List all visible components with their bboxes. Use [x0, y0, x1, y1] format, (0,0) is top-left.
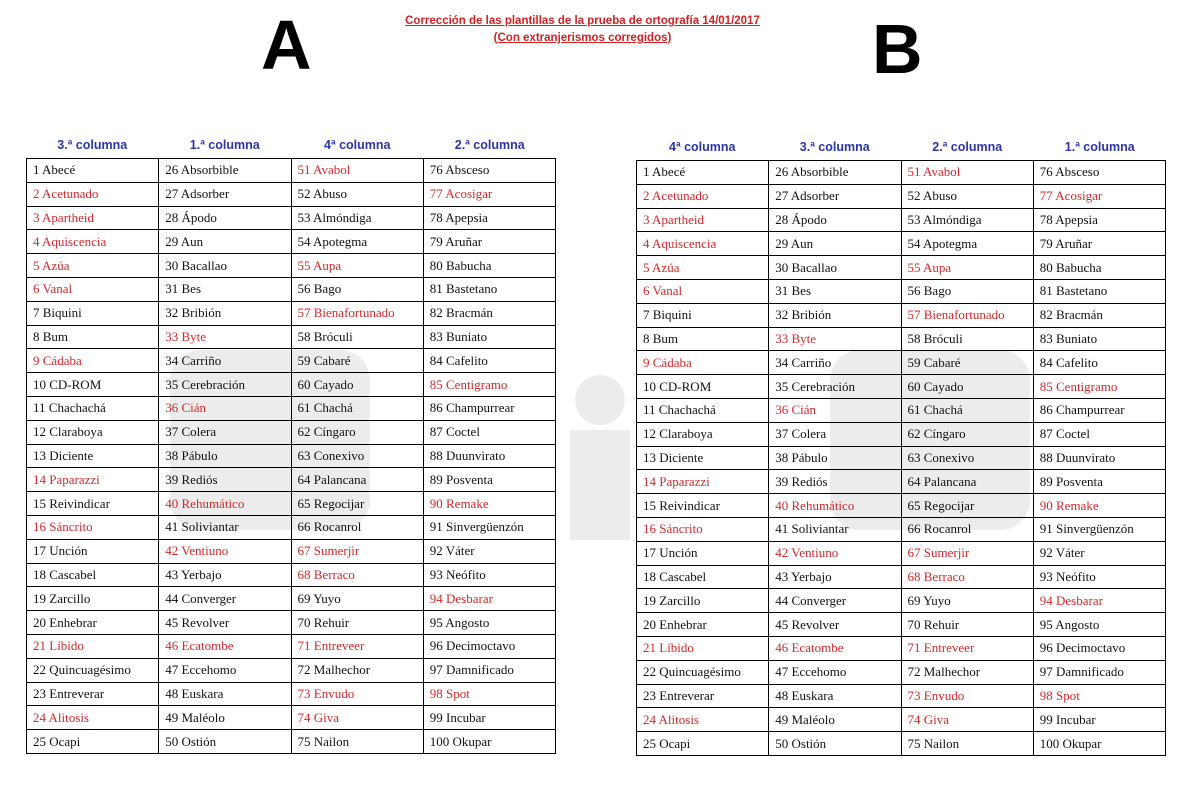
word-cell: 95 Angosto: [423, 611, 555, 635]
word-cell: 11 Chachachá: [637, 398, 769, 422]
word-cell: 63 Conexivo: [901, 446, 1033, 470]
word-cell: 14 Paparazzi: [637, 470, 769, 494]
word-cell: 69 Yuyo: [291, 587, 423, 611]
word-cell: 43 Yerbajo: [769, 565, 901, 589]
word-cell: 26 Absorbible: [159, 159, 291, 183]
title-line-2: (Con extranjerismos corregidos): [493, 32, 672, 44]
word-cell: 29 Aun: [159, 230, 291, 254]
word-cell: 11 Chachachá: [27, 396, 159, 420]
word-cell: 16 Sáncrito: [27, 515, 159, 539]
word-cell: 98 Spot: [423, 682, 555, 706]
word-cell: 44 Converger: [769, 589, 901, 613]
word-cell: 19 Zarcillo: [637, 589, 769, 613]
word-cell: 5 Azúa: [27, 254, 159, 278]
table-row: [27, 254, 556, 278]
table-row: [637, 470, 1166, 494]
word-cell: 20 Enhebrar: [637, 613, 769, 637]
word-cell: 38 Pábulo: [159, 444, 291, 468]
word-cell: 12 Claraboya: [637, 422, 769, 446]
word-cell: 36 Cián: [159, 396, 291, 420]
word-cell: 85 Centigramo: [423, 373, 555, 397]
word-cell: 1 Abecé: [27, 159, 159, 183]
table-row: [637, 398, 1166, 422]
word-cell: 32 Bribión: [769, 303, 901, 327]
word-cell: 50 Ostión: [769, 732, 901, 756]
word-cell: 13 Diciente: [637, 446, 769, 470]
word-cell: 82 Bracmán: [423, 301, 555, 325]
word-cell: 33 Byte: [159, 325, 291, 349]
word-cell: 83 Buniato: [423, 325, 555, 349]
word-cell: 34 Carriño: [159, 349, 291, 373]
word-cell: 19 Zarcillo: [27, 587, 159, 611]
table-row: [637, 684, 1166, 708]
word-cell: 83 Buniato: [1033, 327, 1165, 351]
word-cell: 3 Apartheid: [27, 206, 159, 230]
word-cell: 62 Cíngaro: [291, 420, 423, 444]
word-cell: 77 Acosigar: [423, 182, 555, 206]
word-cell: 2 Acetunado: [637, 184, 769, 208]
word-cell: 88 Duunvirato: [423, 444, 555, 468]
word-cell: 31 Bes: [769, 279, 901, 303]
word-cell: 70 Rehuir: [291, 611, 423, 635]
word-cell: 52 Abuso: [291, 182, 423, 206]
table-row: [637, 732, 1166, 756]
word-cell: 78 Apepsia: [423, 206, 555, 230]
word-cell: 62 Cíngaro: [901, 422, 1033, 446]
word-cell: 66 Rocanrol: [901, 517, 1033, 541]
column-header: 2.ª columna: [454, 138, 525, 152]
word-cell: 21 Líbido: [637, 636, 769, 660]
table-row: [637, 708, 1166, 732]
word-cell: 37 Colera: [159, 420, 291, 444]
word-cell: 74 Giva: [901, 708, 1033, 732]
word-cell: 57 Bienafortunado: [291, 301, 423, 325]
word-cell: 97 Damnificado: [423, 658, 555, 682]
word-cell: 92 Váter: [1033, 541, 1165, 565]
word-cell: 65 Regocijar: [901, 494, 1033, 518]
word-cell: 7 Biquini: [27, 301, 159, 325]
word-cell: 9 Cádaba: [27, 349, 159, 373]
word-cell: 59 Cabaré: [291, 349, 423, 373]
document-title: [360, 13, 805, 47]
word-cell: 77 Acosigar: [1033, 184, 1165, 208]
word-cell: 69 Yuyo: [901, 589, 1033, 613]
word-cell: 7 Biquini: [637, 303, 769, 327]
table-row: [637, 565, 1166, 589]
word-cell: 48 Euskara: [159, 682, 291, 706]
word-cell: 89 Posventa: [1033, 470, 1165, 494]
word-cell: 43 Yerbajo: [159, 563, 291, 587]
table-row: [637, 184, 1166, 208]
word-cell: 31 Bes: [159, 277, 291, 301]
word-cell: 94 Desbarar: [1033, 589, 1165, 613]
table-row: [637, 351, 1166, 375]
word-cell: 6 Vanal: [27, 277, 159, 301]
word-cell: 37 Colera: [769, 422, 901, 446]
word-cell: 23 Entreverar: [637, 684, 769, 708]
word-cell: 82 Bracmán: [1033, 303, 1165, 327]
word-cell: 15 Reivindicar: [27, 492, 159, 516]
word-cell: 24 Alitosis: [27, 706, 159, 730]
word-cell: 23 Entreverar: [27, 682, 159, 706]
word-cell: 79 Aruñar: [423, 230, 555, 254]
column-header: 4ª columna: [324, 138, 391, 152]
word-table-b: [636, 160, 1166, 756]
table-row: [637, 232, 1166, 256]
word-cell: 17 Unción: [27, 539, 159, 563]
table-row: [637, 375, 1166, 399]
table-row: [27, 611, 556, 635]
word-cell: 61 Chachá: [901, 398, 1033, 422]
word-cell: 10 CD-ROM: [637, 375, 769, 399]
word-cell: 3 Apartheid: [637, 208, 769, 232]
word-cell: 45 Revolver: [159, 611, 291, 635]
word-cell: 84 Cafelito: [1033, 351, 1165, 375]
table-row: [637, 446, 1166, 470]
word-cell: 53 Almóndiga: [901, 208, 1033, 232]
word-cell: 55 Aupa: [901, 256, 1033, 280]
word-cell: 2 Acetunado: [27, 182, 159, 206]
word-cell: 18 Cascabel: [27, 563, 159, 587]
word-cell: 71 Entreveer: [291, 634, 423, 658]
word-cell: 93 Neófito: [1033, 565, 1165, 589]
word-cell: 27 Adsorber: [159, 182, 291, 206]
word-cell: 40 Rehumático: [769, 494, 901, 518]
table-row: [637, 279, 1166, 303]
word-cell: 73 Envudo: [901, 684, 1033, 708]
word-cell: 52 Abuso: [901, 184, 1033, 208]
word-cell: 64 Palancana: [291, 468, 423, 492]
word-cell: 25 Ocapi: [27, 730, 159, 754]
table-row: [637, 494, 1166, 518]
table-row: [27, 539, 556, 563]
word-cell: 61 Chachá: [291, 396, 423, 420]
word-cell: 41 Soliviantar: [159, 515, 291, 539]
table-row: [637, 303, 1166, 327]
sheet-letter-a: A: [261, 6, 312, 84]
word-cell: 18 Cascabel: [637, 565, 769, 589]
word-cell: 41 Soliviantar: [769, 517, 901, 541]
word-cell: 48 Euskara: [769, 684, 901, 708]
word-cell: 92 Váter: [423, 539, 555, 563]
word-cell: 80 Babucha: [1033, 256, 1165, 280]
word-cell: 35 Cerebración: [159, 373, 291, 397]
word-cell: 58 Bróculi: [291, 325, 423, 349]
table-row: [27, 159, 556, 183]
word-cell: 81 Bastetano: [423, 277, 555, 301]
word-cell: 54 Apotegma: [901, 232, 1033, 256]
table-row: [27, 706, 556, 730]
word-cell: 16 Sáncrito: [637, 517, 769, 541]
column-header: 3.ª columna: [799, 140, 870, 154]
word-cell: 36 Cián: [769, 398, 901, 422]
word-cell: 100 Okupar: [423, 730, 555, 754]
table-row: [637, 589, 1166, 613]
word-cell: 58 Bróculi: [901, 327, 1033, 351]
word-cell: 67 Sumerjir: [901, 541, 1033, 565]
word-cell: 97 Damnificado: [1033, 660, 1165, 684]
word-cell: 88 Duunvirato: [1033, 446, 1165, 470]
word-cell: 76 Absceso: [423, 159, 555, 183]
word-cell: 1 Abecé: [637, 161, 769, 185]
word-cell: 30 Bacallao: [159, 254, 291, 278]
word-cell: 42 Ventiuno: [159, 539, 291, 563]
word-cell: 94 Desbarar: [423, 587, 555, 611]
word-cell: 54 Apotegma: [291, 230, 423, 254]
table-row: [27, 492, 556, 516]
table-row: [27, 206, 556, 230]
word-cell: 74 Giva: [291, 706, 423, 730]
word-cell: 15 Reivindicar: [637, 494, 769, 518]
word-cell: 72 Malhechor: [291, 658, 423, 682]
word-cell: 99 Incubar: [423, 706, 555, 730]
word-cell: 91 Sinvergüenzón: [1033, 517, 1165, 541]
column-header: 1.ª columna: [1064, 140, 1135, 154]
word-cell: 90 Remake: [1033, 494, 1165, 518]
sheet-letter-b: B: [872, 10, 923, 88]
word-cell: 4 Aquiscencia: [637, 232, 769, 256]
word-cell: 8 Bum: [27, 325, 159, 349]
word-cell: 30 Bacallao: [769, 256, 901, 280]
word-cell: 87 Coctel: [1033, 422, 1165, 446]
word-cell: 45 Revolver: [769, 613, 901, 637]
word-cell: 26 Absorbible: [769, 161, 901, 185]
word-cell: 67 Sumerjir: [291, 539, 423, 563]
word-cell: 68 Berraco: [901, 565, 1033, 589]
word-cell: 59 Cabaré: [901, 351, 1033, 375]
word-cell: 13 Diciente: [27, 444, 159, 468]
table-row: [27, 563, 556, 587]
word-cell: 14 Paparazzi: [27, 468, 159, 492]
word-cell: 90 Remake: [423, 492, 555, 516]
sheet-b: [636, 138, 1166, 756]
word-cell: 56 Bago: [291, 277, 423, 301]
word-cell: 95 Angosto: [1033, 613, 1165, 637]
table-row: [27, 396, 556, 420]
word-cell: 39 Rediós: [159, 468, 291, 492]
word-cell: 100 Okupar: [1033, 732, 1165, 756]
column-header: 2.ª columna: [932, 140, 1003, 154]
word-cell: 5 Azúa: [637, 256, 769, 280]
word-cell: 78 Apepsia: [1033, 208, 1165, 232]
table-row: [27, 301, 556, 325]
word-cell: 60 Cayado: [291, 373, 423, 397]
table-row: [27, 277, 556, 301]
word-cell: 73 Envudo: [291, 682, 423, 706]
word-cell: 33 Byte: [769, 327, 901, 351]
word-cell: 65 Regocijar: [291, 492, 423, 516]
column-headers: [636, 138, 1166, 160]
table-row: [637, 613, 1166, 637]
word-cell: 27 Adsorber: [769, 184, 901, 208]
word-cell: 93 Neófito: [423, 563, 555, 587]
word-cell: 38 Pábulo: [769, 446, 901, 470]
word-cell: 64 Palancana: [901, 470, 1033, 494]
table-row: [27, 682, 556, 706]
word-cell: 34 Carriño: [769, 351, 901, 375]
table-row: [637, 660, 1166, 684]
table-row: [27, 587, 556, 611]
word-cell: 60 Cayado: [901, 375, 1033, 399]
word-cell: 53 Almóndiga: [291, 206, 423, 230]
table-row: [637, 422, 1166, 446]
word-cell: 57 Bienafortunado: [901, 303, 1033, 327]
word-cell: 99 Incubar: [1033, 708, 1165, 732]
table-row: [27, 420, 556, 444]
word-cell: 46 Ecatombe: [159, 634, 291, 658]
word-cell: 20 Enhebrar: [27, 611, 159, 635]
word-cell: 71 Entreveer: [901, 636, 1033, 660]
word-cell: 28 Ápodo: [769, 208, 901, 232]
word-cell: 96 Decimoctavo: [1033, 636, 1165, 660]
table-row: [27, 230, 556, 254]
table-row: [27, 325, 556, 349]
word-cell: 87 Coctel: [423, 420, 555, 444]
column-header: 4ª columna: [669, 140, 736, 154]
table-row: [637, 517, 1166, 541]
word-cell: 81 Bastetano: [1033, 279, 1165, 303]
sheet-a: [26, 136, 556, 754]
word-cell: 29 Aun: [769, 232, 901, 256]
word-cell: 17 Unción: [637, 541, 769, 565]
word-cell: 80 Babucha: [423, 254, 555, 278]
table-row: [27, 515, 556, 539]
title-line-1: Corrección de las plantillas de la prueba de ortografía 14/01/2017: [405, 15, 760, 27]
word-cell: 79 Aruñar: [1033, 232, 1165, 256]
word-cell: 50 Ostión: [159, 730, 291, 754]
word-cell: 84 Cafelito: [423, 349, 555, 373]
table-row: [637, 256, 1166, 280]
word-cell: 47 Eccehomo: [159, 658, 291, 682]
word-table-a: [26, 158, 556, 754]
table-row: [27, 468, 556, 492]
word-cell: 75 Nailon: [901, 732, 1033, 756]
column-headers: [26, 136, 556, 158]
word-cell: 21 Líbido: [27, 634, 159, 658]
word-cell: 85 Centigramo: [1033, 375, 1165, 399]
word-cell: 76 Absceso: [1033, 161, 1165, 185]
word-cell: 66 Rocanrol: [291, 515, 423, 539]
word-cell: 47 Eccehomo: [769, 660, 901, 684]
table-row: [637, 327, 1166, 351]
word-cell: 98 Spot: [1033, 684, 1165, 708]
word-cell: 49 Maléolo: [769, 708, 901, 732]
word-cell: 51 Avabol: [291, 159, 423, 183]
table-row: [27, 730, 556, 754]
word-cell: 32 Bribión: [159, 301, 291, 325]
word-cell: 70 Rehuir: [901, 613, 1033, 637]
table-row: [637, 208, 1166, 232]
word-cell: 56 Bago: [901, 279, 1033, 303]
word-cell: 22 Quincuagésimo: [637, 660, 769, 684]
word-cell: 96 Decimoctavo: [423, 634, 555, 658]
word-cell: 22 Quincuagésimo: [27, 658, 159, 682]
word-cell: 72 Malhechor: [901, 660, 1033, 684]
word-cell: 68 Berraco: [291, 563, 423, 587]
word-cell: 4 Aquiscencia: [27, 230, 159, 254]
word-cell: 40 Rehumático: [159, 492, 291, 516]
word-cell: 86 Champurrear: [423, 396, 555, 420]
word-cell: 63 Conexivo: [291, 444, 423, 468]
word-cell: 44 Converger: [159, 587, 291, 611]
word-cell: 8 Bum: [637, 327, 769, 351]
word-cell: 91 Sinvergüenzón: [423, 515, 555, 539]
table-row: [27, 658, 556, 682]
table-row: [637, 161, 1166, 185]
word-cell: 46 Ecatombe: [769, 636, 901, 660]
column-header: 1.ª columna: [189, 138, 260, 152]
table-row: [27, 373, 556, 397]
word-cell: 35 Cerebración: [769, 375, 901, 399]
word-cell: 6 Vanal: [637, 279, 769, 303]
table-row: [27, 444, 556, 468]
word-cell: 51 Avabol: [901, 161, 1033, 185]
word-cell: 9 Cádaba: [637, 351, 769, 375]
table-row: [27, 182, 556, 206]
word-cell: 55 Aupa: [291, 254, 423, 278]
word-cell: 12 Claraboya: [27, 420, 159, 444]
word-cell: 86 Champurrear: [1033, 398, 1165, 422]
word-cell: 49 Maléolo: [159, 706, 291, 730]
word-cell: 24 Alitosis: [637, 708, 769, 732]
column-header: 3.ª columna: [57, 138, 128, 152]
table-row: [27, 349, 556, 373]
word-cell: 25 Ocapi: [637, 732, 769, 756]
table-row: [27, 634, 556, 658]
word-cell: 89 Posventa: [423, 468, 555, 492]
table-row: [637, 636, 1166, 660]
word-cell: 28 Ápodo: [159, 206, 291, 230]
word-cell: 42 Ventiuno: [769, 541, 901, 565]
word-cell: 10 CD-ROM: [27, 373, 159, 397]
word-cell: 39 Rediós: [769, 470, 901, 494]
word-cell: 75 Nailon: [291, 730, 423, 754]
table-row: [637, 541, 1166, 565]
